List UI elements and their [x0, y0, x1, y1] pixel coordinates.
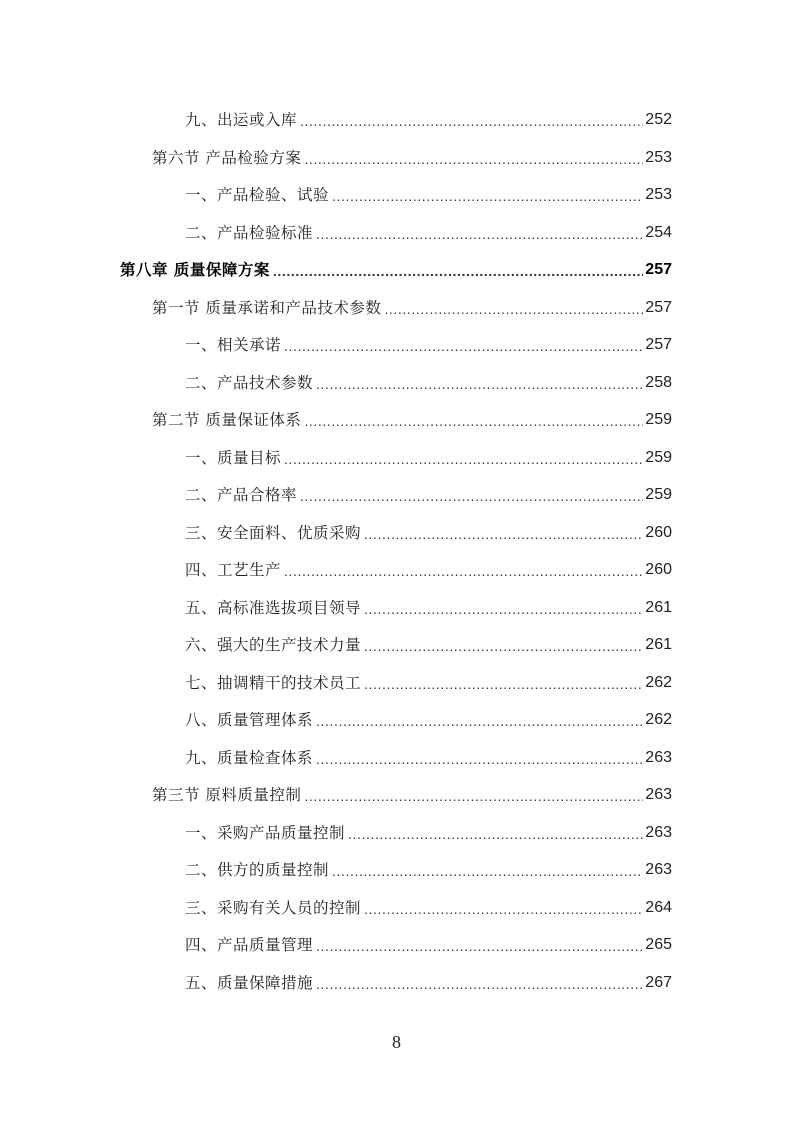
- toc-entry[interactable]: [185, 746, 672, 770]
- toc-entry[interactable]: [185, 483, 672, 507]
- toc-entry-page: 260: [645, 523, 672, 541]
- dot-leader: [332, 860, 643, 882]
- toc-entry-title: 四、工艺生产: [185, 561, 282, 579]
- toc-entry-page: 261: [645, 636, 672, 653]
- toc-entry-page: 265: [645, 936, 672, 953]
- dot-leader: [332, 185, 643, 207]
- toc-entry-title: 五、高标准选拔项目领导: [185, 598, 362, 617]
- dot-leader: [304, 410, 643, 432]
- toc-entry-title: 第二节 质量保证体系: [152, 411, 302, 429]
- dot-leader: [316, 710, 643, 732]
- toc-entry[interactable]: [185, 558, 672, 582]
- dot-leader: [316, 973, 643, 995]
- dot-leader: [284, 560, 643, 582]
- toc-entry[interactable]: [152, 296, 672, 320]
- dot-leader: [284, 448, 643, 470]
- dot-leader: [304, 785, 643, 807]
- toc-entry-page: 263: [645, 823, 672, 841]
- dot-leader: [364, 635, 643, 657]
- toc-entry[interactable]: [185, 521, 672, 545]
- dot-leader: [364, 673, 643, 695]
- toc-entry-title: 一、产品检验、试验: [185, 186, 330, 204]
- toc-entry[interactable]: [185, 671, 672, 695]
- dot-leader: [273, 260, 643, 282]
- toc-entry[interactable]: [185, 371, 672, 395]
- toc-chapter-entry[interactable]: [120, 258, 672, 282]
- toc-entry-title: 一、质量目标: [185, 448, 282, 467]
- toc-entry-page: 259: [645, 486, 672, 503]
- dot-leader: [384, 298, 643, 320]
- toc-entry[interactable]: [185, 708, 672, 732]
- toc-entry-title: 四、产品质量管理: [185, 936, 314, 954]
- toc-entry-title: 九、质量检查体系: [185, 748, 314, 767]
- dot-leader: [364, 598, 643, 620]
- toc-entry-title: 六、强大的生产技术力量: [185, 636, 362, 654]
- dot-leader: [300, 485, 643, 507]
- toc-entry-page: 257: [645, 261, 672, 278]
- toc-entry[interactable]: [185, 108, 672, 132]
- toc-entry-page: 254: [645, 223, 672, 241]
- dot-leader: [304, 148, 643, 170]
- toc-entry-title: 一、采购产品质量控制: [185, 823, 346, 842]
- toc-entry-title: 八、质量管理体系: [185, 711, 314, 729]
- toc-entry[interactable]: [152, 146, 672, 170]
- toc-entry-page: 257: [645, 336, 672, 353]
- toc-entry-title: 五、质量保障措施: [185, 973, 314, 992]
- dot-leader: [348, 823, 643, 845]
- toc-entry-title: 一、相关承诺: [185, 336, 282, 354]
- toc-entry[interactable]: [185, 221, 672, 245]
- toc-entry[interactable]: [185, 183, 672, 207]
- toc-entry-page: 260: [645, 561, 672, 578]
- toc-entry-title: 二、产品技术参数: [185, 373, 314, 392]
- dot-leader: [316, 223, 643, 245]
- toc-entry[interactable]: [185, 596, 672, 620]
- page-number: 8: [392, 1032, 401, 1052]
- dot-leader: [364, 523, 643, 545]
- toc-entry[interactable]: [152, 408, 672, 432]
- toc-entry-title: 第八章 质量保障方案: [120, 261, 270, 279]
- dot-leader: [316, 935, 643, 957]
- dot-leader: [300, 110, 643, 132]
- toc-entry-page: 253: [645, 186, 672, 203]
- toc-entry[interactable]: [185, 821, 672, 845]
- toc-entry-page: 262: [645, 673, 672, 691]
- toc-entry-title: 第六节 产品检验方案: [152, 148, 302, 167]
- dot-leader: [316, 373, 643, 395]
- toc-entry[interactable]: [185, 333, 672, 357]
- toc-entry-title: 三、安全面料、优质采购: [185, 523, 362, 542]
- dot-leader: [364, 898, 643, 920]
- toc-entry-page: 253: [645, 148, 672, 166]
- toc-entry-title: 二、产品检验标准: [185, 223, 314, 242]
- toc-entry[interactable]: [185, 633, 672, 657]
- toc-entry-title: 二、供方的质量控制: [185, 861, 330, 879]
- toc-entry-title: 二、产品合格率: [185, 486, 298, 504]
- toc-entry[interactable]: [185, 971, 672, 995]
- toc-entry[interactable]: [185, 896, 672, 920]
- toc-entry-page: 258: [645, 373, 672, 391]
- toc-entry-page: 263: [645, 861, 672, 878]
- toc-entry-page: 264: [645, 898, 672, 916]
- toc-entry-title: 第三节 原料质量控制: [152, 786, 302, 804]
- toc-entry[interactable]: [185, 933, 672, 957]
- toc-entry-page: 259: [645, 448, 672, 466]
- toc-entry-page: 262: [645, 711, 672, 728]
- toc-entry-page: 263: [645, 748, 672, 766]
- toc-entry-page: 252: [645, 111, 672, 128]
- dot-leader: [284, 335, 643, 357]
- toc-entry[interactable]: [185, 446, 672, 470]
- toc-entry-page: 257: [645, 298, 672, 316]
- toc-entry-title: 七、抽调精干的技术员工: [185, 673, 362, 692]
- toc-entry-page: 263: [645, 786, 672, 803]
- toc-entry[interactable]: [152, 783, 672, 807]
- toc-entry-title: 九、出运或入库: [185, 111, 298, 129]
- toc-entry-title: 三、采购有关人员的控制: [185, 898, 362, 917]
- dot-leader: [316, 748, 643, 770]
- toc-entry-page: 261: [645, 598, 672, 616]
- toc-entry-title: 第一节 质量承诺和产品技术参数: [152, 298, 382, 317]
- toc-entry-page: 267: [645, 973, 672, 991]
- toc-entry-page: 259: [645, 411, 672, 428]
- toc-entry[interactable]: [185, 858, 672, 882]
